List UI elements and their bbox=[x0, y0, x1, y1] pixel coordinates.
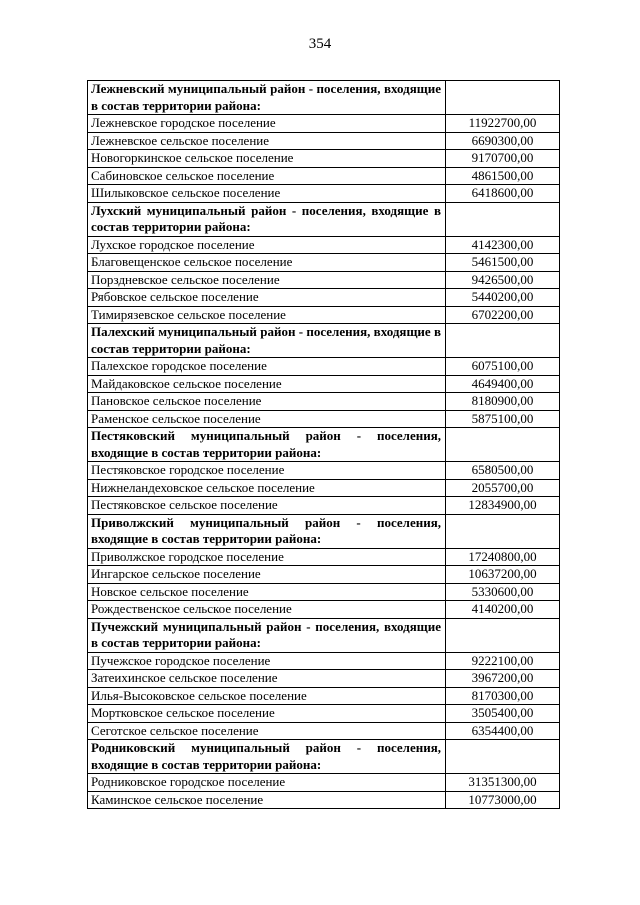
table-row bbox=[88, 722, 560, 740]
district-header-amount-cell bbox=[446, 202, 560, 236]
settlement-amount: 6690300,00 bbox=[446, 132, 560, 150]
settlement-amount: 2055700,00 bbox=[446, 479, 560, 497]
district-header-row bbox=[88, 618, 560, 652]
settlement-amount: 5461500,00 bbox=[446, 254, 560, 272]
settlement-name: Благовещенское сельское поселение bbox=[88, 254, 446, 272]
table-row bbox=[88, 167, 560, 185]
district-header: Родниковский муниципальный район - поселения, входящие в состав территории района: bbox=[88, 740, 446, 774]
table-row bbox=[88, 289, 560, 307]
settlement-name: Палехское городское поселение bbox=[88, 358, 446, 376]
district-header-amount-cell bbox=[446, 618, 560, 652]
table-row bbox=[88, 774, 560, 792]
settlement-name: Рябовское сельское поселение bbox=[88, 289, 446, 307]
table-row bbox=[88, 479, 560, 497]
table-row bbox=[88, 358, 560, 376]
table-row bbox=[88, 497, 560, 515]
settlement-amount: 4649400,00 bbox=[446, 375, 560, 393]
district-header-row bbox=[88, 81, 560, 115]
settlement-amount: 17240800,00 bbox=[446, 548, 560, 566]
district-header-amount-cell bbox=[446, 514, 560, 548]
settlement-amount: 5330600,00 bbox=[446, 583, 560, 601]
settlement-name: Пановское сельское поселение bbox=[88, 393, 446, 411]
settlement-name: Каминское сельское поселение bbox=[88, 791, 446, 809]
settlement-name: Пестяковское сельское поселение bbox=[88, 497, 446, 515]
settlement-amount: 6580500,00 bbox=[446, 462, 560, 480]
table-row bbox=[88, 583, 560, 601]
table-row bbox=[88, 705, 560, 723]
table-row bbox=[88, 150, 560, 168]
settlement-name: Илья-Высоковское сельское поселение bbox=[88, 687, 446, 705]
settlement-name: Лежневское городское поселение bbox=[88, 115, 446, 133]
table-body bbox=[88, 81, 560, 809]
settlement-amount: 5875100,00 bbox=[446, 410, 560, 428]
settlement-name: Затеихинское сельское поселение bbox=[88, 670, 446, 688]
settlement-amount: 9222100,00 bbox=[446, 652, 560, 670]
settlement-name: Нижнеландеховское сельское поселение bbox=[88, 479, 446, 497]
district-header-row bbox=[88, 514, 560, 548]
settlement-name: Шилыковское сельское поселение bbox=[88, 185, 446, 203]
settlement-name: Новогоркинское сельское поселение bbox=[88, 150, 446, 168]
settlement-amount: 10773000,00 bbox=[446, 791, 560, 809]
district-header-amount-cell bbox=[446, 740, 560, 774]
settlement-name: Приволжское городское поселение bbox=[88, 548, 446, 566]
settlements-budget-table bbox=[87, 80, 560, 809]
table-row bbox=[88, 254, 560, 272]
settlement-amount: 9426500,00 bbox=[446, 271, 560, 289]
district-header-amount-cell bbox=[446, 324, 560, 358]
table-row bbox=[88, 271, 560, 289]
table-row bbox=[88, 652, 560, 670]
table-row bbox=[88, 410, 560, 428]
settlement-amount: 11922700,00 bbox=[446, 115, 560, 133]
district-header-amount-cell bbox=[446, 428, 560, 462]
settlement-amount: 4140200,00 bbox=[446, 601, 560, 619]
settlement-name: Пестяковское городское поселение bbox=[88, 462, 446, 480]
settlement-amount: 6354400,00 bbox=[446, 722, 560, 740]
settlement-name: Пучежское городское поселение bbox=[88, 652, 446, 670]
table-row bbox=[88, 115, 560, 133]
settlement-amount: 8180900,00 bbox=[446, 393, 560, 411]
settlement-name: Лежневское сельское поселение bbox=[88, 132, 446, 150]
district-header: Пучежский муниципальный район - поселения, входящие в состав территории района: bbox=[88, 618, 446, 652]
district-header: Палехский муниципальный район - поселения, входящие в состав территории района: bbox=[88, 324, 446, 358]
settlement-amount: 6418600,00 bbox=[446, 185, 560, 203]
district-header-row bbox=[88, 202, 560, 236]
settlement-amount: 10637200,00 bbox=[446, 566, 560, 584]
settlement-name: Порздневское сельское поселение bbox=[88, 271, 446, 289]
settlement-name: Родниковское городское поселение bbox=[88, 774, 446, 792]
page-number: 354 bbox=[308, 36, 332, 52]
settlement-amount: 3505400,00 bbox=[446, 705, 560, 723]
table-row bbox=[88, 687, 560, 705]
table-row bbox=[88, 601, 560, 619]
district-header: Приволжский муниципальный район - поселения, входящие в состав территории района: bbox=[88, 514, 446, 548]
table-row bbox=[88, 306, 560, 324]
table-row bbox=[88, 462, 560, 480]
settlement-name: Сабиновское сельское поселение bbox=[88, 167, 446, 185]
settlement-name: Майдаковское сельское поселение bbox=[88, 375, 446, 393]
settlement-amount: 4142300,00 bbox=[446, 236, 560, 254]
settlement-name: Сеготское сельское поселение bbox=[88, 722, 446, 740]
settlement-name: Ингарское сельское поселение bbox=[88, 566, 446, 584]
settlement-amount: 6702200,00 bbox=[446, 306, 560, 324]
district-header-row bbox=[88, 324, 560, 358]
table-row bbox=[88, 236, 560, 254]
district-header: Лухский муниципальный район - поселения, входящие в состав территории района: bbox=[88, 202, 446, 236]
district-header-row bbox=[88, 740, 560, 774]
settlement-amount: 8170300,00 bbox=[446, 687, 560, 705]
settlement-amount: 12834900,00 bbox=[446, 497, 560, 515]
table-row bbox=[88, 670, 560, 688]
settlement-name: Тимирязевское сельское поселение bbox=[88, 306, 446, 324]
settlement-amount: 5440200,00 bbox=[446, 289, 560, 307]
table-row bbox=[88, 566, 560, 584]
settlement-amount: 3967200,00 bbox=[446, 670, 560, 688]
table-row bbox=[88, 375, 560, 393]
table-row bbox=[88, 548, 560, 566]
district-header: Лежневский муниципальный район - поселения, входящие в состав территории района: bbox=[88, 81, 446, 115]
district-header: Пестяковский муниципальный район - поселения, входящие в состав территории района: bbox=[88, 428, 446, 462]
settlement-name: Лухское городское поселение bbox=[88, 236, 446, 254]
settlement-name: Новское сельское поселение bbox=[88, 583, 446, 601]
table-row bbox=[88, 132, 560, 150]
district-header-amount-cell bbox=[446, 81, 560, 115]
table-row bbox=[88, 185, 560, 203]
settlement-amount: 9170700,00 bbox=[446, 150, 560, 168]
settlement-name: Мортковское сельское поселение bbox=[88, 705, 446, 723]
table-row bbox=[88, 393, 560, 411]
settlement-amount: 4861500,00 bbox=[446, 167, 560, 185]
table-row bbox=[88, 791, 560, 809]
settlement-name: Рождественское сельское поселение bbox=[88, 601, 446, 619]
settlement-amount: 31351300,00 bbox=[446, 774, 560, 792]
settlement-name: Раменское сельское поселение bbox=[88, 410, 446, 428]
district-header-row bbox=[88, 428, 560, 462]
settlement-amount: 6075100,00 bbox=[446, 358, 560, 376]
